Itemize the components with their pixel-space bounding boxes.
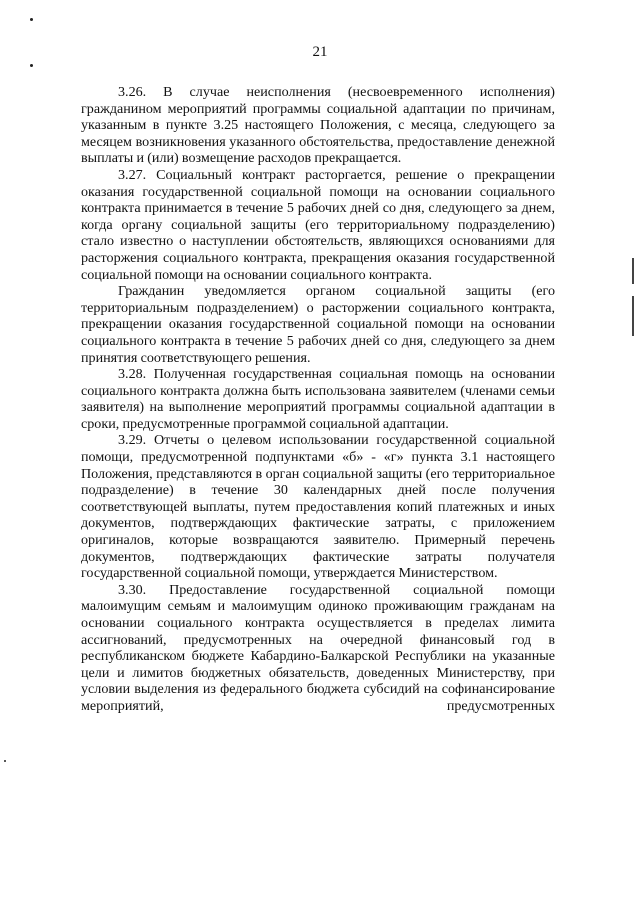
page-number: 21 bbox=[312, 44, 328, 60]
paragraph-3-26: 3.26. В случае неисполнения (несвоевременного исполнения) гражданином мероприятий программы социальной адаптации по причинам, указанным в пункте 3.25 настоящего Положения, с месяца, следующего за месяцем возникновения указанного обстоятельства, предоставление денежной выплаты и (или) возмещение расходов прекращается. bbox=[81, 84, 555, 167]
document-body bbox=[81, 84, 555, 715]
paragraph-notification: Гражданин уведомляется органом социальной защиты (его территориальным подразделением) о расторжении социального контракта, прекращении оказания государственной социальной помощи на основании социального контракта в течение 5 рабочих дней со дня, следующего за днем принятия соответствующего решения. bbox=[81, 283, 555, 366]
paragraph-3-30: 3.30. Предоставление государственной социальной помощи малоимущим семьям и малоимущим одиноко проживающим гражданам на основании социального контракта осуществляется в пределах лимита ассигнований, предусмотренных на очередной финансовый год в республиканском бюджете Кабардино-Балкарской Республики на указанные цели и лимитов бюджетных обязательств, доведенных Министерству, при условии выделения из федерального бюджета субсидий на софинансирование мероприятий, предусмотренных bbox=[81, 581, 555, 714]
scan-artifact-dot bbox=[30, 64, 33, 67]
scan-artifact-edge-mark bbox=[632, 296, 634, 336]
scan-artifact-dot bbox=[30, 18, 33, 21]
scan-artifact-edge-mark bbox=[632, 258, 634, 284]
scan-artifact-dot bbox=[4, 760, 6, 762]
paragraph-3-28: 3.28. Полученная государственная социальная помощь на основании социального контракта должна быть использована заявителем (членами семьи заявителя) на выполнение мероприятий программы социальной адаптации в сроки, предусмотренные программой социальной адаптации. bbox=[81, 366, 555, 432]
paragraph-3-29: 3.29. Отчеты о целевом использовании государственной социальной помощи, предусмотренной подпунктами «б» - «г» пункта 3.1 настоящего Положения, представляются в орган социальной защиты (его территориальное подразделение) в течение 30 календарных дней после получения соответствующей выплаты, путем предоставления копий платежных и иных документов, подтверждающих фактические затраты, с приложением оригиналов, которые возвращаются заявителю. Примерный перечень документов, подтверждающих фактические затраты получателя государственной социальной помощи, утверждается Министерством. bbox=[81, 432, 555, 582]
paragraph-3-27: 3.27. Социальный контракт расторгается, решение о прекращении оказания государственной социальной помощи на основании социального контракта принимается в течение 5 рабочих дней со дня, следующего за днем, когда органу социальной защиты (его территориальному подразделению) стало известно о наступлении обстоятельств, являющихся основаниями для расторжения социального контракта, прекращения оказания государственной социальной помощи на основании социального контракта. bbox=[81, 166, 555, 283]
